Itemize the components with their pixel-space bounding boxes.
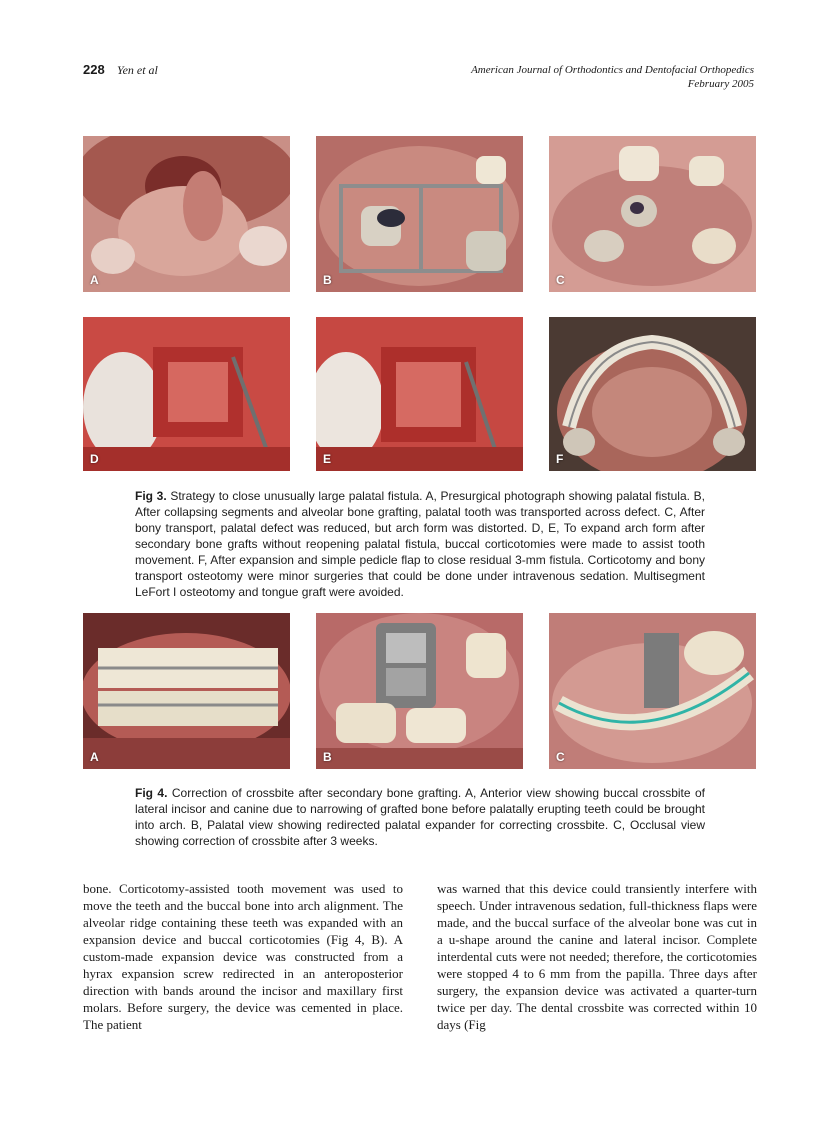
caption-label: Fig 4.: [135, 786, 168, 800]
panel-label: A: [90, 750, 99, 764]
caption-text: Strategy to close unusually large palatal fistula. A, Presurgical photograph showing palatal fistula. B, After collapsing segments and alveolar bone grafting, palatal tooth was transported across defect. C, After bony transport, palatal defect was reduced, but arch form was distorted. D, E, To expand arch form after secondary bone grafts without reopening palatal fistula, buccal corticotomies were made to assist tooth movement. F, After expansion and simple pedicle flap to close residual 3-mm fistula. Corticotomy and bony transport osteotomy were minor surgeries that could be done under intravenous sedation. Multisegment LeFort I osteotomy and tongue graft were avoided.: [135, 489, 705, 599]
caption-label: Fig 3.: [135, 489, 167, 503]
body-column-left: [83, 880, 403, 1033]
journal-title: American Journal of Orthodontics and Dentofacial Orthopedics: [471, 64, 754, 76]
fig3-caption: [135, 488, 705, 600]
body-column-right: [437, 880, 757, 1033]
fig4-caption: [135, 785, 705, 849]
panel-label: D: [90, 452, 99, 466]
journal-header: [394, 63, 754, 91]
panel-label: E: [323, 452, 332, 466]
fig3-photo-a: [83, 136, 290, 292]
fig3-photo-c: [549, 136, 756, 292]
panel-label: B: [323, 750, 332, 764]
fig4-photo-b: [316, 613, 523, 769]
fig4-photo-a: [83, 613, 290, 769]
panel-label: C: [556, 273, 565, 287]
running-authors: Yen et al: [117, 63, 158, 77]
fig3-photo-d: [83, 317, 290, 471]
fig3-photo-e: [316, 317, 523, 471]
body-paragraph: was warned that this device could transiently interfere with speech. Under intravenous sedation, full-thickness flaps were made, and the buccal surface of the alveolar bone was cut in a u-shape around the canine and lateral incisor. Complete interdental cuts were not needed; therefore, the corticotomies were stopped 4 to 6 mm from the papilla. Three days after surgery, the expansion device was activated a quarter-turn twice per day. The dental crossbite was corrected within 10 days (Fig: [437, 881, 757, 1032]
panel-label: C: [556, 750, 565, 764]
journal-issue: February 2005: [687, 78, 754, 90]
caption-text: Correction of crossbite after secondary bone grafting. A, Anterior view showing buccal crossbite of lateral incisor and canine due to narrowing of grafted bone before palatally erupting teeth could be brought into arch. B, Palatal view showing redirected palatal expander for correcting crossbite. C, Occlusal view showing correction of crossbite after 3 weeks.: [135, 786, 705, 848]
panel-label: A: [90, 273, 99, 287]
panel-label: F: [556, 452, 564, 466]
body-paragraph: bone. Corticotomy-assisted tooth movement was used to move the teeth and the buccal bone into arch alignment. The alveolar ridge containing these teeth was expanded with an expansion device and buccal corticotomies (Fig 4, B). A custom-made expansion device was constructed from a hyrax expansion screw redirected in an anteroposterior direction with bands around the incisor and maxillary first molars. Before surgery, the device was cemented in place. The patient: [83, 881, 403, 1032]
fig4-photo-c: [549, 613, 756, 769]
fig3-photo-b: [316, 136, 523, 292]
panel-label: B: [323, 273, 332, 287]
fig3-photo-f: [549, 317, 756, 471]
page-number: 228: [83, 62, 105, 77]
